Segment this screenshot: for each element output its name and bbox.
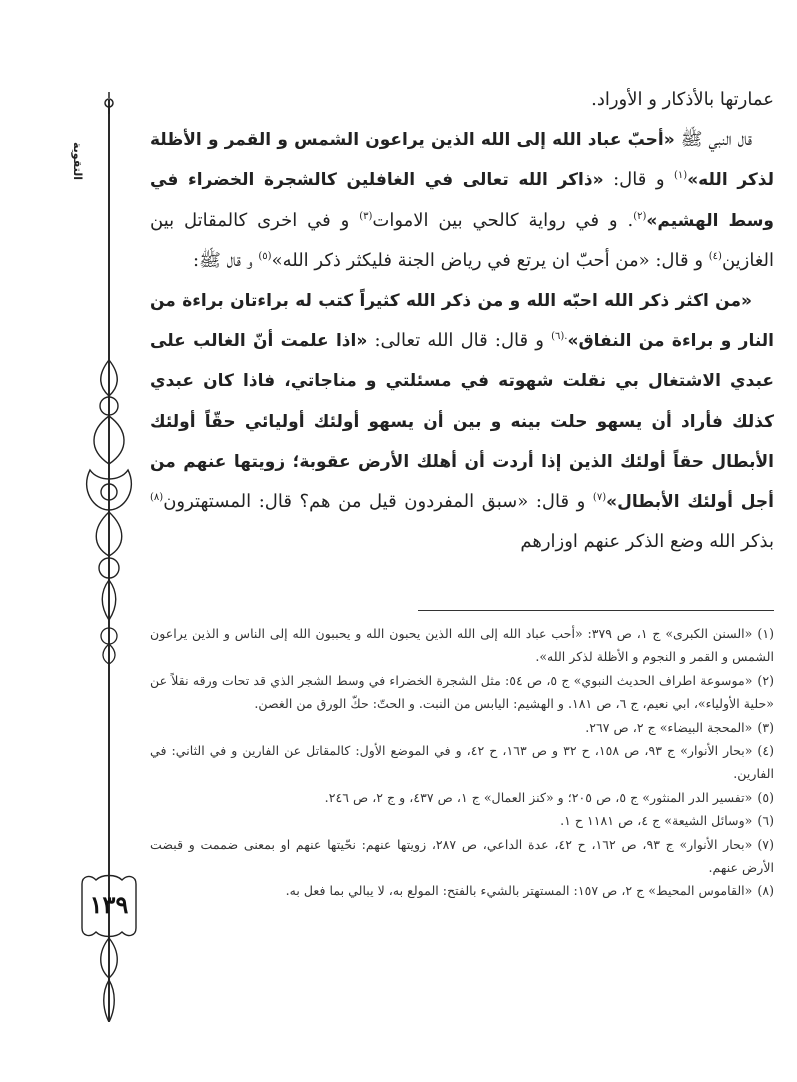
footnote-marker: (٣) [359,210,373,222]
chapter-label: التقوية [71,141,84,180]
page-number: ١٣٩ [89,890,129,919]
footnote-number: (٨) [757,883,774,899]
top-ornament-icon [98,92,120,114]
body-text: و قال: «سبق المفردون قيل من هم؟ قال: المستهترون [163,491,593,513]
floral-ornament-icon [80,360,138,620]
footnote-marker: .(٦) [551,331,568,343]
footnote-number: (٦) [757,813,774,829]
body-text: و في اخرى كالمقاتل بين الغازين [150,209,774,271]
footnote-marker: (١) [674,170,688,182]
footnote-item [150,786,774,809]
body-text: . و في رواية كالحي بين الاموات [372,209,634,231]
footnote-number: (٥) [757,789,774,805]
footnote-number: (٧) [757,836,774,852]
footnote-marker: (٥) [258,250,272,262]
hadith-quote: «من اكثر ذكر الله احبّه الله و من ذكر الله كثيراً كتب له براءتان براءة من النار و براءة من النفاق» [150,291,774,352]
footnote-marker: (٢) [633,210,647,222]
footnote-item [150,716,774,739]
body-text: و قال ﷺ: [193,249,259,271]
footnote-text: «موسوعة اطراف الحديث النبوي» ج ٥، ص ٥٤: مثل الشجرة الخضراء في وسط الشجر الذي قد تحات ورقه نقلاً عن «حلية الأولياء»، ابي نعيم، ج ٦، ص ١٨١. و الهشيم: اليابس من النبت. و الحتّ: حكّ الورق من الغصن. [150,672,774,712]
body-text: و قال: [603,169,675,191]
small-ornament-icon [94,624,124,664]
main-text [150,80,774,590]
body-text: و قال: «من أحبّ ان يرتع في رياض الجنة فليكثر ذكر الله» [271,249,709,271]
hadith-quote: «أحبّ عباد الله إلى الله الذين يراعون الشمس و القمر و الأظلة لذكر الله» [150,130,775,191]
footnote-marker: (٤) [708,250,722,262]
footnote-number: (١) [757,626,774,641]
footnote-item [150,833,774,880]
paragraph-3 [150,281,774,562]
footnote-separator [418,610,774,611]
hadith-quote: «ذاكر الله تعالى في الغافلين كالشجرة الخضراء في وسط الهشيم» [150,170,774,231]
footnote-text: «تفسير الدر المنثور» ج ٥، ص ٢٠٥؛ و «كنز العمال» ج ١، ص ٤٣٧، و ج ٢، ص ٢٤٦. [324,789,753,805]
body-text: و قال: قال الله تعالى: [367,330,552,352]
footnote-text: «القاموس المحيط» ج ٢، ص ١٥٧: المستهتر بالشيء بالفتح: المولع به، لا يبالي بما فعل به. [285,883,753,899]
paragraph-1 [150,80,774,120]
footnotes [150,622,774,1022]
footnote-item [150,669,774,716]
footnote-item [150,622,774,669]
footnote-marker: (٨) [150,492,164,504]
footnote-text: «وسائل الشيعة» ج ٤، ص ١١٨١ ح ١. [560,813,753,829]
footnote-text: «السنن الكبرى» ج ١، ص ٣٧٩: «أحب عباد الله إلى الله الذين يحبون الله و يحببون الله إلى الناس و الذين يراعون الشمس و القمر و النجوم و الأظلة لذكر الله». [150,626,774,665]
body-text: قال النبي ﷺ [674,129,752,151]
footnote-text: «بحار الأنوار» ج ٩٣، ص ١٦٢، ح ٤٢، عدة الداعي، ص ٢٨٧، زويتها عنهم: نحّيتها عنهم او بمعنى ضممت و قبضت الأرض عنهم. [150,836,774,876]
hadith-quote: «اذا علمت أنّ الغالب على عبدي الاشتغال بي نقلت شهوته في مسئلتي و مناجاتي، فاذا كان عبدي كذلك فأراد أن يسهو حلت بينه و بين أن يسهو أولئك أوليائي حقّاً أولئك الأبطال حقاً أولئك الذين إذا أردت أن أهلك الأرض عقوبة؛ زويتها عنهم من أجل أولئك الأبطال» [150,331,774,513]
paragraph-2 [150,120,774,281]
footnote-item [150,879,774,902]
footnote-number: (٢) [757,672,774,688]
footnote-text: «بحار الأنوار» ج ٩٣، ص ١٥٨، ح ٣٢ و ص ١٦٣، ح ٤٢، و في الموضع الأول: كالمقاتل عن الفارين و في الثاني: في الفارين. [150,743,774,782]
body-text: بذكر الله وضع الذكر عنهم اوزارهم [520,531,774,553]
body-text: عمارتها بالأذكار و الأوراد. [591,89,774,110]
footnote-marker: (٧) [592,492,607,504]
footnote-item [150,809,774,832]
footnote-number: (٣) [757,719,774,735]
footnote-text: «المحجة البيضاء» ج ٢، ص ٢٦٧. [585,719,753,735]
footnote-item [150,739,774,786]
footnote-number: (٤) [757,743,774,759]
